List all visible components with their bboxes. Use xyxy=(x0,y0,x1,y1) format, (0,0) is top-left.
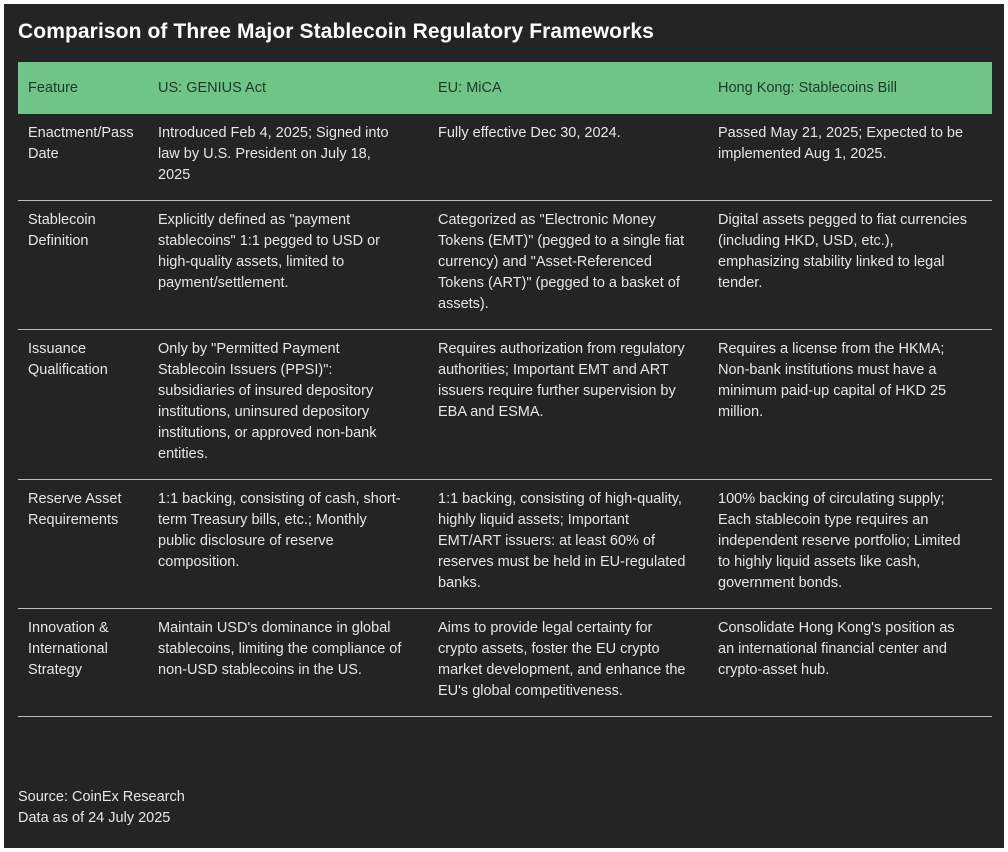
comparison-table xyxy=(18,62,992,717)
eu-cell: 1:1 backing, consisting of high-quality, highly liquid assets; Important EMT/ART issuers: at least 60% of reserves must be held in EU-regulated banks. xyxy=(428,480,708,609)
eu-cell: Fully effective Dec 30, 2024. xyxy=(428,114,708,201)
table-row xyxy=(18,201,992,330)
hk-cell: Requires a license from the HKMA; Non-bank institutions must have a minimum paid-up capital of HKD 25 million. xyxy=(708,330,992,480)
hk-cell: Consolidate Hong Kong's position as an international financial center and crypto-asset hub. xyxy=(708,609,992,717)
eu-cell: Aims to provide legal certainty for crypto assets, foster the EU crypto market development, and enhance the EU's global competitiveness. xyxy=(428,609,708,717)
us-cell: Maintain USD's dominance in global stablecoins, limiting the compliance of non-USD stablecoins in the US. xyxy=(148,609,428,717)
table-row xyxy=(18,609,992,717)
header-us: US: GENIUS Act xyxy=(148,62,428,114)
table-row xyxy=(18,114,992,201)
table-row xyxy=(18,480,992,609)
us-cell: Only by "Permitted Payment Stablecoin Issuers (PPSI)": subsidiaries of insured depository institutions, uninsured depository institutions, or approved non-bank entities. xyxy=(148,330,428,480)
feature-cell: Enactment/Pass Date xyxy=(18,114,148,201)
us-cell: 1:1 backing, consisting of cash, short-term Treasury bills, etc.; Monthly public disclosure of reserve composition. xyxy=(148,480,428,609)
table-header-row xyxy=(18,62,992,114)
hk-cell: Passed May 21, 2025; Expected to be implemented Aug 1, 2025. xyxy=(708,114,992,201)
source-note xyxy=(18,787,185,829)
eu-cell: Requires authorization from regulatory authorities; Important EMT and ART issuers require further supervision by EBA and ESMA. xyxy=(428,330,708,480)
infographic-panel xyxy=(4,4,1004,848)
data-date-line: Data as of 24 July 2025 xyxy=(18,810,171,826)
feature-cell: Issuance Qualification xyxy=(18,330,148,480)
us-cell: Explicitly defined as "payment stablecoins" 1:1 pegged to USD or high-quality assets, limited to payment/settlement. xyxy=(148,201,428,330)
source-line: Source: CoinEx Research xyxy=(18,789,185,805)
feature-cell: Innovation & International Strategy xyxy=(18,609,148,717)
header-eu: EU: MiCA xyxy=(428,62,708,114)
header-feature: Feature xyxy=(18,62,148,114)
feature-cell: Reserve Asset Requirements xyxy=(18,480,148,609)
page-title: Comparison of Three Major Stablecoin Regulatory Frameworks xyxy=(18,20,654,43)
hk-cell: 100% backing of circulating supply; Each stablecoin type requires an independent reserve portfolio; Limited to highly liquid assets like cash, government bonds. xyxy=(708,480,992,609)
feature-cell: Stablecoin Definition xyxy=(18,201,148,330)
hk-cell: Digital assets pegged to fiat currencies (including HKD, USD, etc.), emphasizing stability linked to legal tender. xyxy=(708,201,992,330)
table-row xyxy=(18,330,992,480)
eu-cell: Categorized as "Electronic Money Tokens (EMT)" (pegged to a single fiat currency) and "Asset-Referenced Tokens (ART)" (pegged to a basket of assets). xyxy=(428,201,708,330)
us-cell: Introduced Feb 4, 2025; Signed into law by U.S. President on July 18, 2025 xyxy=(148,114,428,201)
header-hk: Hong Kong: Stablecoins Bill xyxy=(708,62,992,114)
